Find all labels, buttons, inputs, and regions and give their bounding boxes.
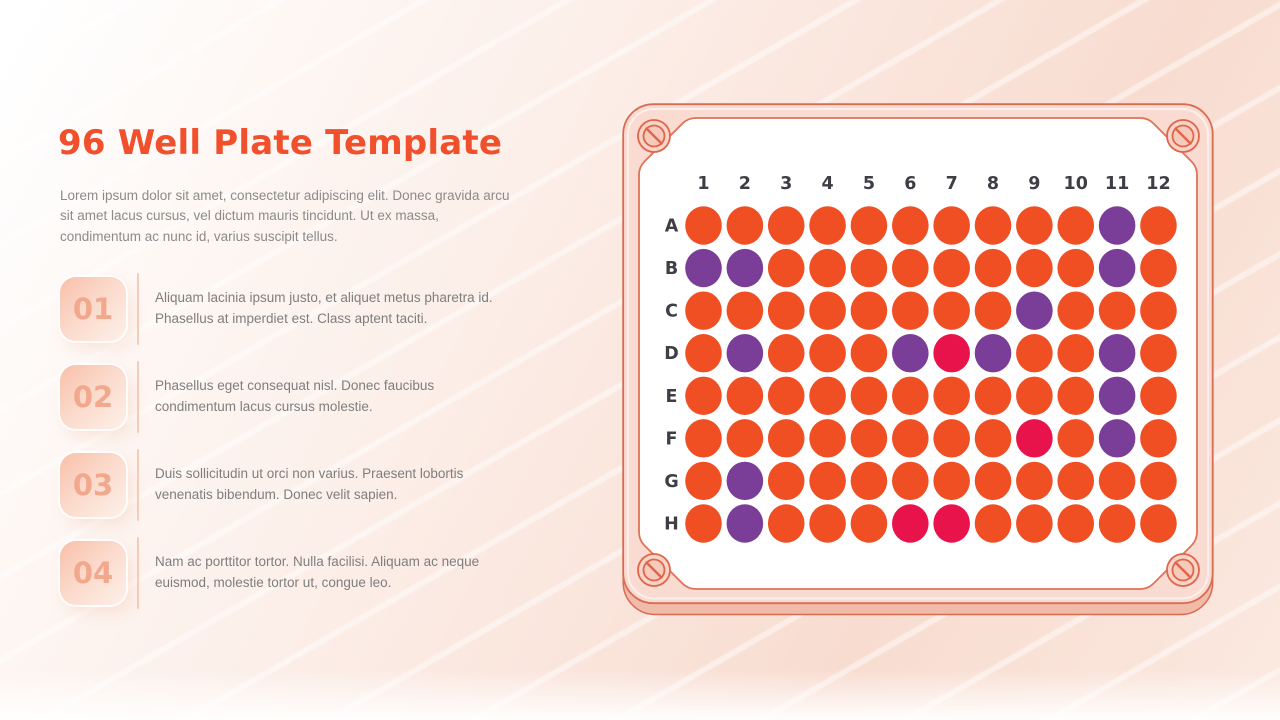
well-H9-orange xyxy=(1016,504,1053,542)
well-A7-orange xyxy=(933,206,970,244)
well-D8-purple xyxy=(975,334,1012,372)
well-B7-orange xyxy=(933,249,970,287)
well-C5-orange xyxy=(851,291,888,329)
well-H4-orange xyxy=(809,504,846,542)
column-label-9: 9 xyxy=(1028,174,1041,194)
well-F5-orange xyxy=(851,419,888,457)
screw-icon xyxy=(1167,120,1199,152)
row-label-B: B xyxy=(664,259,679,280)
well-C6-orange xyxy=(892,291,929,329)
well-D9-orange xyxy=(1016,334,1053,372)
well-G11-orange xyxy=(1099,462,1136,500)
well-H6-red xyxy=(892,504,929,542)
well-F11-purple xyxy=(1099,419,1136,457)
well-plate-illustration xyxy=(622,103,1214,616)
well-B9-orange xyxy=(1016,249,1053,287)
well-B10-orange xyxy=(1057,249,1094,287)
column-label-7: 7 xyxy=(945,174,958,194)
well-A8-orange xyxy=(975,206,1012,244)
well-A10-orange xyxy=(1057,206,1094,244)
well-B6-orange xyxy=(892,249,929,287)
well-C9-purple xyxy=(1016,291,1053,329)
column-label-8: 8 xyxy=(986,174,1000,194)
well-D4-orange xyxy=(809,334,846,372)
well-F6-orange xyxy=(892,419,929,457)
list-number-badge: 01 xyxy=(60,277,126,341)
well-F8-orange xyxy=(975,419,1012,457)
well-H11-orange xyxy=(1099,504,1136,542)
well-plate-svg xyxy=(622,103,1214,616)
well-F1-orange xyxy=(685,419,722,457)
column-label-4: 4 xyxy=(821,174,834,194)
well-F4-orange xyxy=(809,419,846,457)
list-number-badge: 04 xyxy=(60,541,126,605)
list-divider xyxy=(137,361,139,433)
well-F2-orange xyxy=(727,419,764,457)
well-A5-orange xyxy=(851,206,888,244)
well-E10-orange xyxy=(1057,377,1094,415)
list-item xyxy=(60,453,528,517)
well-F3-orange xyxy=(768,419,805,457)
well-G6-orange xyxy=(892,462,929,500)
list-item-text: Aliquam lacinia ipsum justo, et aliquet metus pharetra id. Phasellus at imperdiet est. Class aptent taciti. xyxy=(155,289,493,326)
well-E12-orange xyxy=(1140,377,1177,415)
intro-paragraph: Lorem ipsum dolor sit amet, consectetur adipiscing elit. Donec gravida arcu sit amet lacus cursus, vel dictum mauris tincidunt. Ut ex massa, condimentum ac nunc id, varius suscipit tellus. xyxy=(60,188,510,244)
well-D11-purple xyxy=(1099,334,1136,372)
well-B5-orange xyxy=(851,249,888,287)
list-item-text: Duis sollicitudin ut orci non varius. Praesent lobortis venenatis bibendum. Donec velit sapien. xyxy=(155,465,464,502)
column-label-1: 1 xyxy=(697,174,710,194)
well-C1-orange xyxy=(685,291,722,329)
well-E1-orange xyxy=(685,377,722,415)
well-E7-orange xyxy=(933,377,970,415)
list-divider xyxy=(137,449,139,521)
row-label-F: F xyxy=(665,429,678,450)
well-H1-orange xyxy=(685,504,722,542)
well-A6-orange xyxy=(892,206,929,244)
well-F9-red xyxy=(1016,419,1053,457)
screw-icon xyxy=(638,120,670,152)
column-label-2: 2 xyxy=(738,174,751,194)
well-G7-orange xyxy=(933,462,970,500)
list-item-text: Phasellus eget consequat nisl. Donec faucibus condimentum lacus cursus molestie. xyxy=(155,377,435,414)
well-A2-orange xyxy=(727,206,764,244)
well-F7-orange xyxy=(933,419,970,457)
well-G8-orange xyxy=(975,462,1012,500)
list-number-badge: 03 xyxy=(60,453,126,517)
well-B8-orange xyxy=(975,249,1012,287)
well-F10-orange xyxy=(1057,419,1094,457)
well-D3-orange xyxy=(768,334,805,372)
well-H7-red xyxy=(933,504,970,542)
column-label-12: 12 xyxy=(1146,174,1171,194)
well-H5-orange xyxy=(851,504,888,542)
well-B12-orange xyxy=(1140,249,1177,287)
well-G2-purple xyxy=(727,462,764,500)
column-label-3: 3 xyxy=(780,174,793,194)
row-label-G: G xyxy=(664,471,679,492)
list-divider xyxy=(137,537,139,609)
list-item xyxy=(60,365,528,429)
well-D6-purple xyxy=(892,334,929,372)
well-D10-orange xyxy=(1057,334,1094,372)
well-B11-purple xyxy=(1099,249,1136,287)
well-C8-orange xyxy=(975,291,1012,329)
well-G10-orange xyxy=(1057,462,1094,500)
row-label-H: H xyxy=(664,514,679,535)
well-D12-orange xyxy=(1140,334,1177,372)
row-label-D: D xyxy=(664,344,679,365)
screw-icon xyxy=(638,554,670,586)
well-C2-orange xyxy=(727,291,764,329)
row-label-C: C xyxy=(665,301,678,322)
well-D7-red xyxy=(933,334,970,372)
well-G3-orange xyxy=(768,462,805,500)
well-C12-orange xyxy=(1140,291,1177,329)
well-E2-orange xyxy=(727,377,764,415)
well-C7-orange xyxy=(933,291,970,329)
well-H3-orange xyxy=(768,504,805,542)
row-label-A: A xyxy=(664,216,679,237)
list-item xyxy=(60,277,528,341)
well-B3-orange xyxy=(768,249,805,287)
well-A12-orange xyxy=(1140,206,1177,244)
well-F12-orange xyxy=(1140,419,1177,457)
left-panel xyxy=(58,124,528,629)
well-H12-orange xyxy=(1140,504,1177,542)
numbered-list xyxy=(60,277,528,605)
well-H8-orange xyxy=(975,504,1012,542)
list-item xyxy=(60,541,528,605)
page-title: 96 Well Plate Template xyxy=(58,123,503,163)
column-label-11: 11 xyxy=(1104,174,1130,194)
well-H10-orange xyxy=(1057,504,1094,542)
well-A4-orange xyxy=(809,206,846,244)
column-label-10: 10 xyxy=(1063,174,1088,194)
well-D1-orange xyxy=(685,334,722,372)
screw-icon xyxy=(1167,554,1199,586)
well-G12-orange xyxy=(1140,462,1177,500)
column-label-6: 6 xyxy=(904,174,917,194)
well-E5-orange xyxy=(851,377,888,415)
list-item-text: Nam ac porttitor tortor. Nulla facilisi. Aliquam ac neque euismod, molestie tortor ut, congue leo. xyxy=(155,553,480,590)
well-G9-orange xyxy=(1016,462,1053,500)
well-H2-purple xyxy=(727,504,764,542)
well-C3-orange xyxy=(768,291,805,329)
well-C11-orange xyxy=(1099,291,1136,329)
well-E6-orange xyxy=(892,377,929,415)
well-B4-orange xyxy=(809,249,846,287)
well-G5-orange xyxy=(851,462,888,500)
well-A9-orange xyxy=(1016,206,1053,244)
well-E4-orange xyxy=(809,377,846,415)
list-divider xyxy=(137,273,139,345)
well-E8-orange xyxy=(975,377,1012,415)
well-A1-orange xyxy=(685,206,722,244)
well-E3-orange xyxy=(768,377,805,415)
list-number-badge: 02 xyxy=(60,365,126,429)
well-G1-orange xyxy=(685,462,722,500)
well-D2-purple xyxy=(727,334,764,372)
well-E9-orange xyxy=(1016,377,1053,415)
well-B1-purple xyxy=(685,249,722,287)
well-G4-orange xyxy=(809,462,846,500)
well-B2-purple xyxy=(727,249,764,287)
well-D5-orange xyxy=(851,334,888,372)
well-E11-purple xyxy=(1099,377,1136,415)
row-label-E: E xyxy=(665,386,678,407)
well-C10-orange xyxy=(1057,291,1094,329)
column-label-5: 5 xyxy=(862,174,876,194)
well-C4-orange xyxy=(809,291,846,329)
well-A11-purple xyxy=(1099,206,1136,244)
well-A3-orange xyxy=(768,206,805,244)
